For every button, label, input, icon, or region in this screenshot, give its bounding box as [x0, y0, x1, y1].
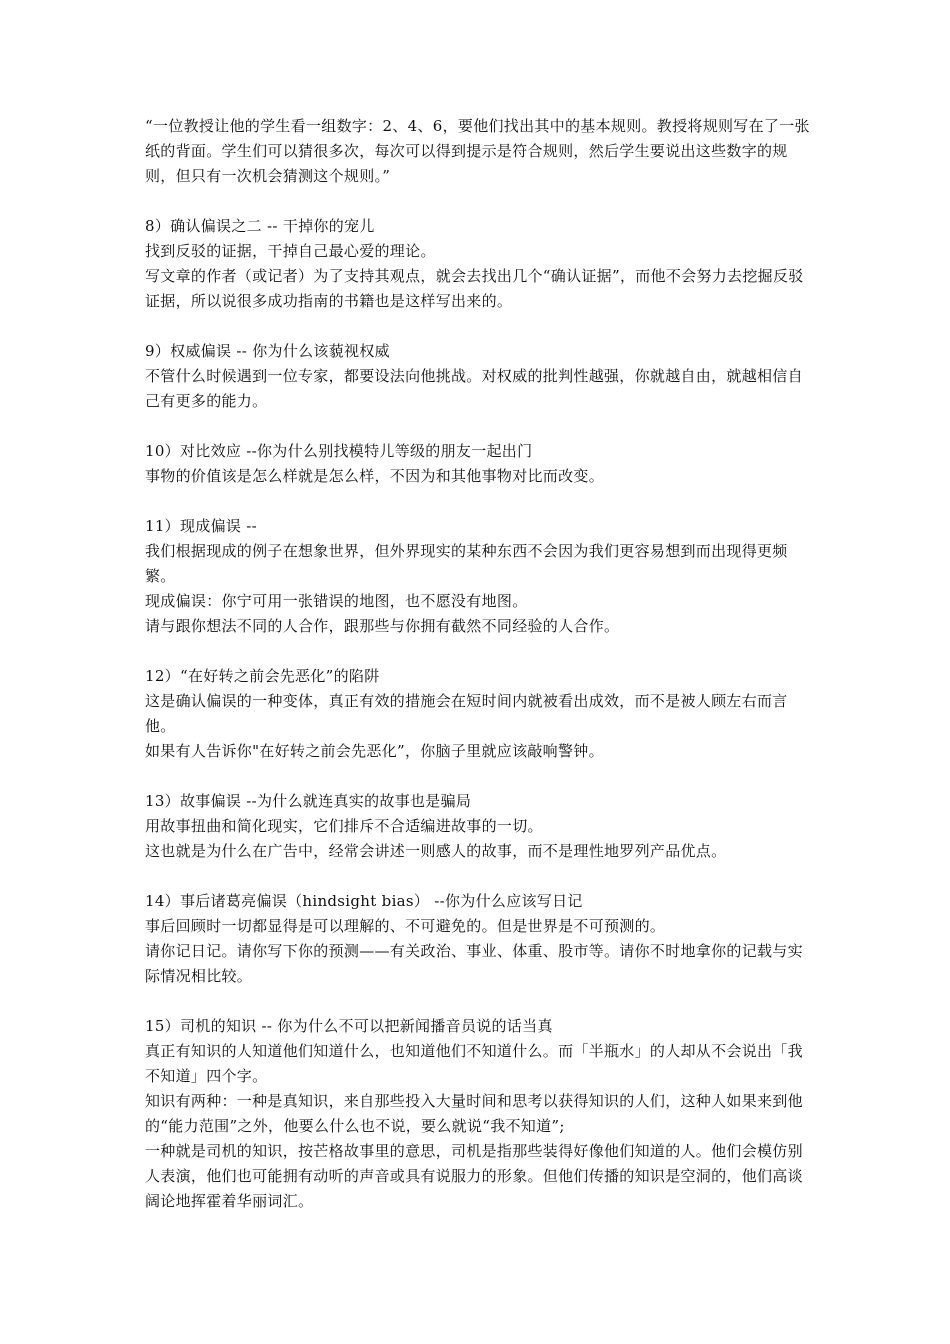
section-heading: 14）事后诸葛亮偏误（hindsight bias） --你为什么应该写日记	[145, 892, 583, 910]
section-heading: 9）权威偏误 -- 你为什么该藐视权威	[145, 342, 390, 360]
section-heading: 10）对比效应 --你为什么别找模特儿等级的朋友一起出门	[145, 442, 533, 460]
paragraph-line: 现成偏误：你宁可用一张错误的地图，也不愿没有地图。	[145, 592, 528, 610]
section-9	[145, 339, 810, 414]
paragraph-line: 事后回顾时一切都显得是可以理解的、不可避免的。但是世界是不可预测的。	[145, 917, 666, 935]
paragraph-line: 一种就是司机的知识，按芒格故事里的意思，司机是指那些装得好像他们知道的人。他们会模仿别人表演，他们也可能拥有动听的声音或具有说服力的形象。但他们传播的知识是空洞的，他们高谈阔论地挥霍着华丽词汇。	[145, 1142, 803, 1210]
paragraph-line: “一位教授让他的学生看一组数字：2、4、6，要他们找出其中的基本规则。教授将规则写在了一张纸的背面。学生们可以猜很多次，每次可以得到提示是符合规则，然后学生要说出这些数字的规则，但只有一次机会猜测这个规则。”	[145, 117, 810, 185]
paragraph-line: 请与跟你想法不同的人合作，跟那些与你拥有截然不同经验的人合作。	[145, 617, 620, 635]
section-heading: 15）司机的知识 -- 你为什么不可以把新闻播音员说的话当真	[145, 1017, 553, 1035]
section-12	[145, 664, 810, 764]
section-heading: 8）确认偏误之二 -- 干掉你的宠儿	[145, 217, 375, 235]
paragraph-line: 不管什么时候遇到一位专家，都要设法向他挑战。对权威的批判性越强，你就越自由，就越相信自己有更多的能力。	[145, 367, 803, 410]
section-8	[145, 214, 810, 314]
section-15	[145, 1014, 810, 1214]
paragraph-line: 真正有知识的人知道他们知道什么，也知道他们不知道什么。而「半瓶水」的人却从不会说出「我不知道」四个字。	[145, 1042, 803, 1085]
document-body	[145, 114, 810, 1239]
paragraph-line: 写文章的作者（或记者）为了支持其观点，就会去找出几个“确认证据”，而他不会努力去挖掘反驳证据，所以说很多成功指南的书籍也是这样写出来的。	[145, 267, 804, 310]
section-14	[145, 889, 810, 989]
quote-paragraph	[145, 114, 810, 189]
paragraph-line: 找到反驳的证据，干掉自己最心爱的理论。	[145, 242, 436, 260]
paragraph-line: 请你记日记。请你写下你的预测——有关政治、事业、体重、股市等。请你不时地拿你的记载与实际情况相比较。	[145, 942, 803, 985]
paragraph-line: 用故事扭曲和简化现实，它们排斥不合适编进故事的一切。	[145, 817, 543, 835]
section-11	[145, 514, 810, 639]
paragraph-line: 事物的价值该是怎么样就是怎么样，不因为和其他事物对比而改变。	[145, 467, 605, 485]
paragraph-line: 这是确认偏误的一种变体，真正有效的措施会在短时间内就被看出成效，而不是被人顾左右而言他。	[145, 692, 788, 735]
section-13	[145, 789, 810, 864]
section-heading: 13）故事偏误 --为什么就连真实的故事也是骗局	[145, 792, 472, 810]
paragraph-line: 我们根据现成的例子在想象世界，但外界现实的某种东西不会因为我们更容易想到而出现得更频繁。	[145, 542, 788, 585]
paragraph-line: 如果有人告诉你"在好转之前会先恶化”，你脑子里就应该敲响警钟。	[145, 742, 604, 760]
section-10	[145, 439, 810, 489]
section-heading: 11）现成偏误 --	[145, 517, 257, 535]
paragraph-line: 这也就是为什么在广告中，经常会讲述一则感人的故事，而不是理性地罗列产品优点。	[145, 842, 727, 860]
paragraph-line: 知识有两种：一种是真知识，来自那些投入大量时间和思考以获得知识的人们，这种人如果来到他的“能力范围”之外，他要么什么也不说，要么就说“我不知道”;	[145, 1092, 803, 1135]
section-heading: 12）“在好转之前会先恶化”的陷阱	[145, 667, 380, 685]
